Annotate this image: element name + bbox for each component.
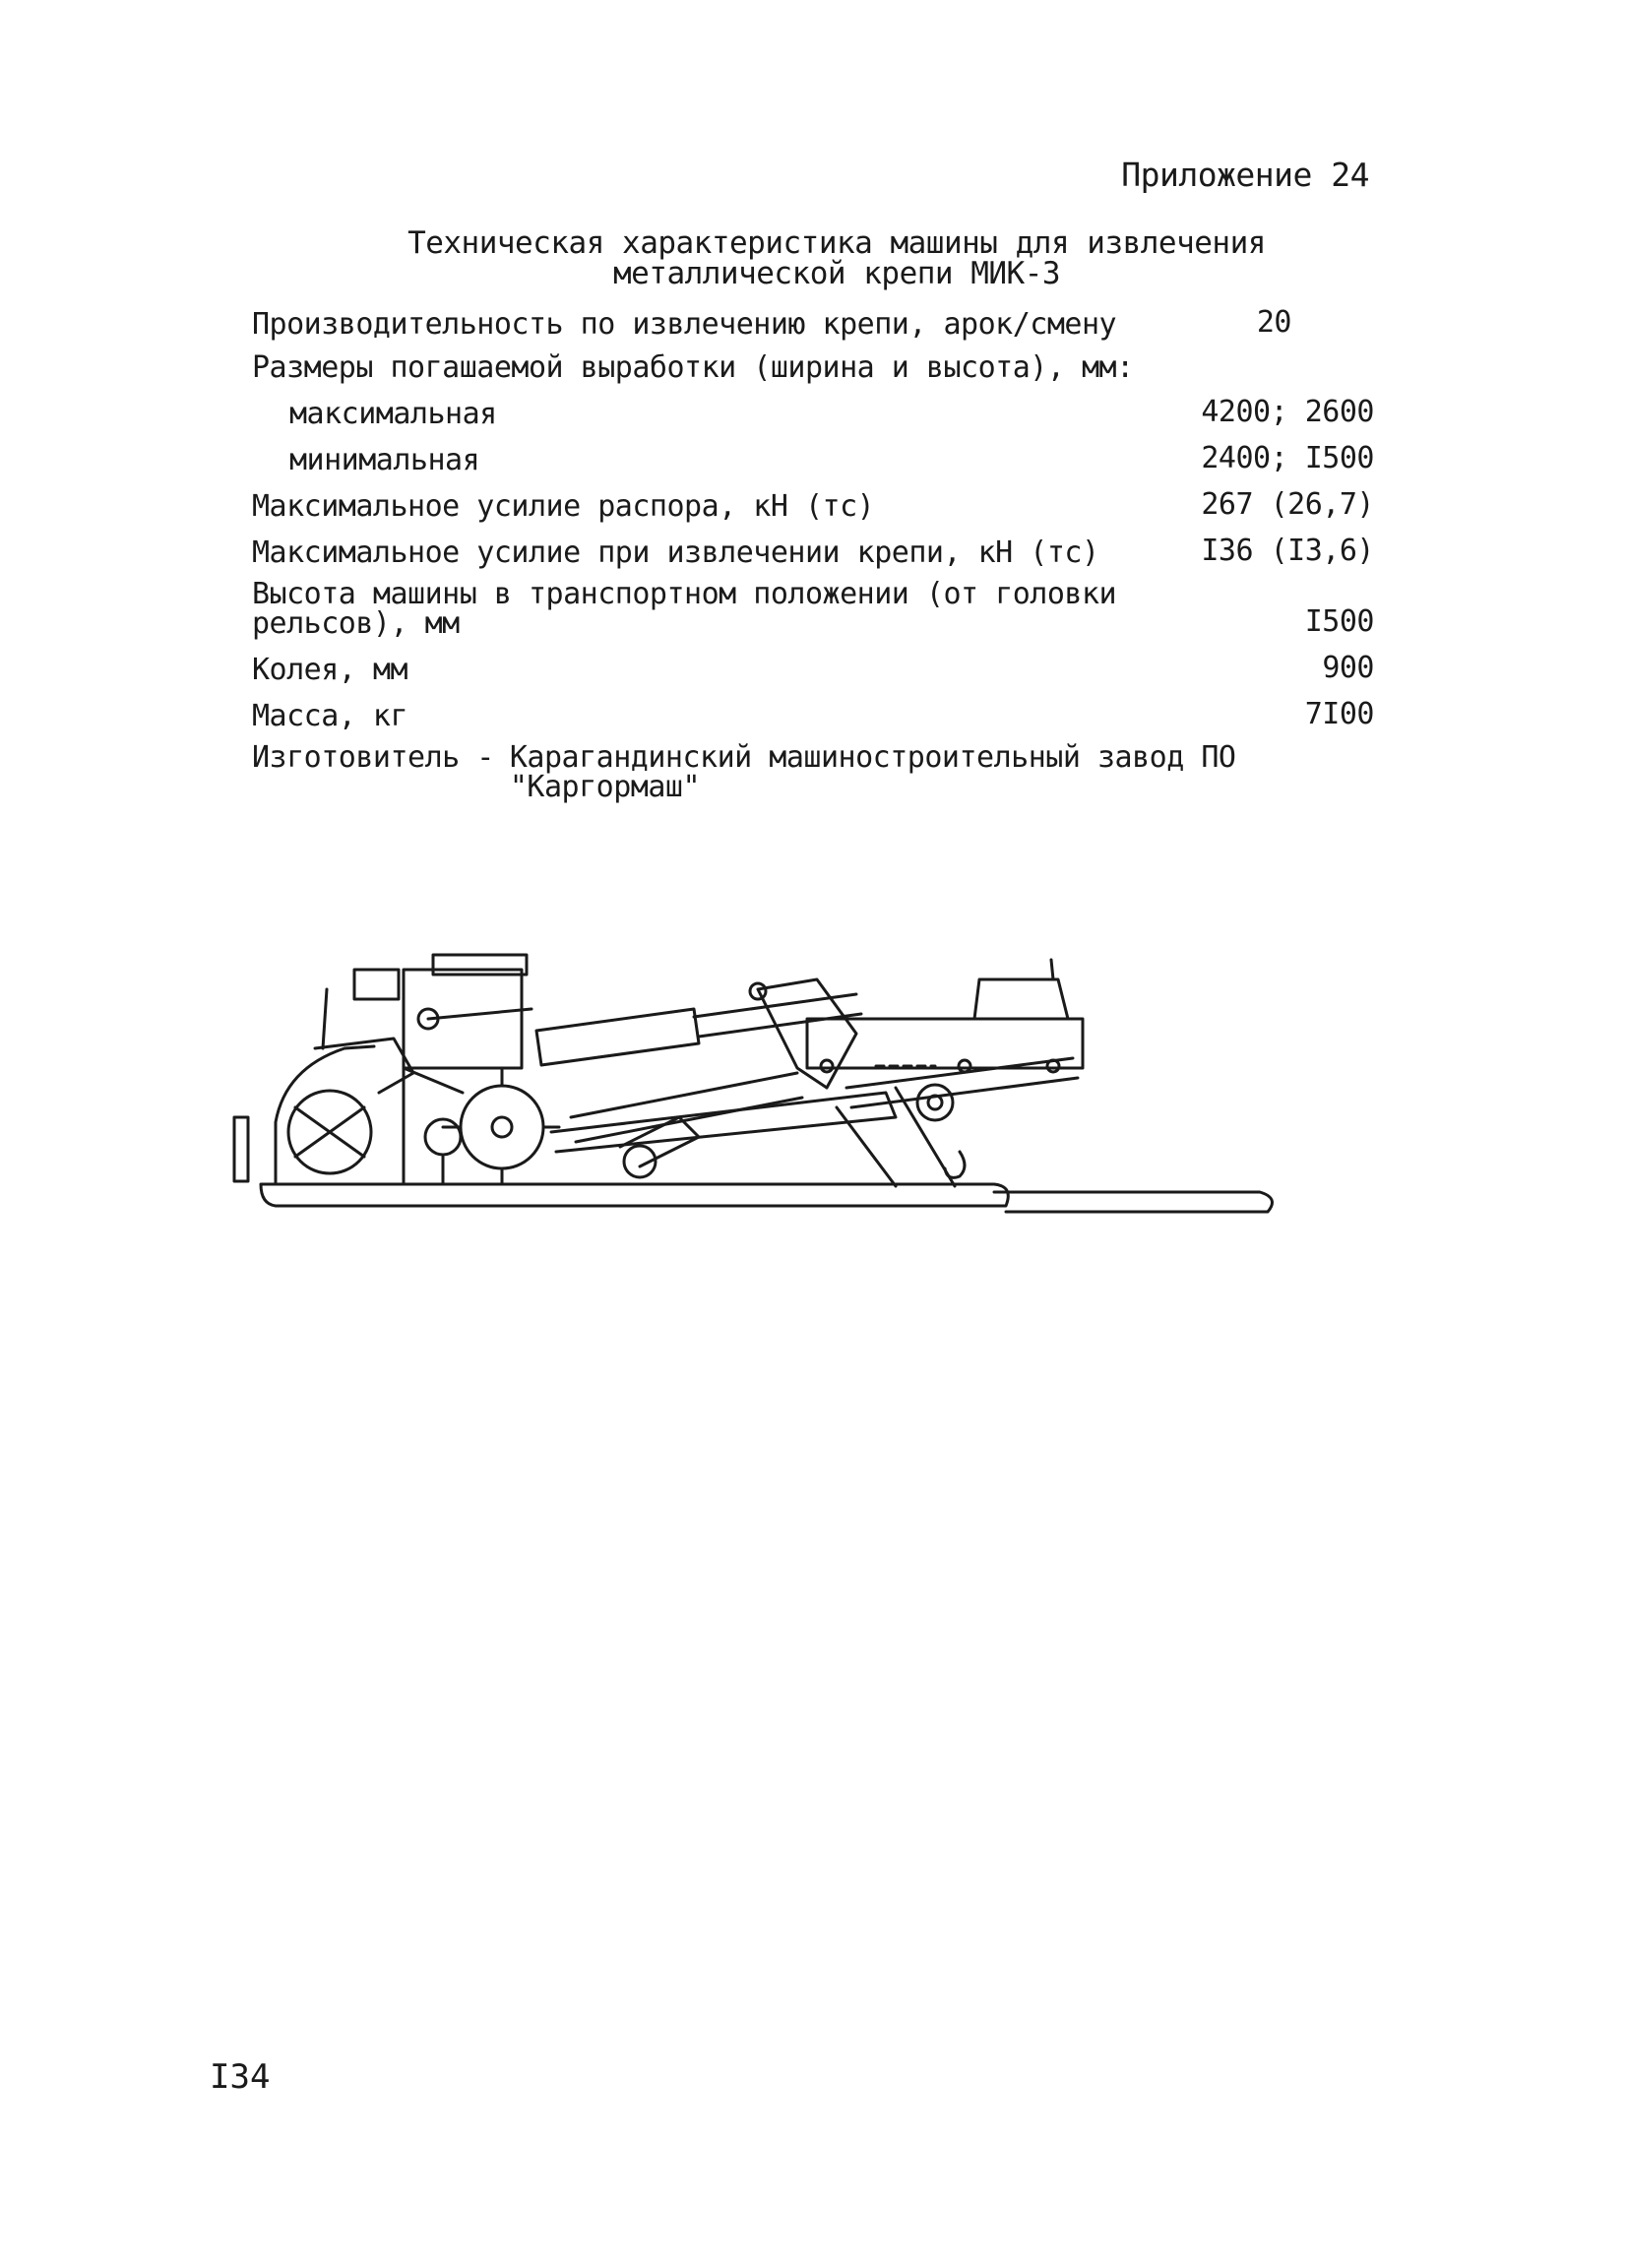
control-box — [354, 970, 399, 999]
manufacturer-name: Карагандинский машиностроительный завод ПО "Каргормаш" — [509, 740, 1236, 804]
title-line-1: Техническая характеристика машины для извлечения — [407, 225, 1266, 261]
spec-row — [252, 534, 1374, 568]
machine-drawing — [207, 940, 1437, 1245]
spec-row — [252, 395, 1374, 429]
spec-row — [252, 651, 1374, 685]
spec-label: максимальная — [289, 397, 497, 431]
spec-value: 7I00 — [1304, 697, 1374, 731]
control-link — [428, 1009, 532, 1019]
rear-wheel — [917, 1085, 953, 1120]
spec-value: 4200; 2600 — [1201, 395, 1374, 429]
rear-skid-extension — [994, 1192, 1273, 1212]
spec-list — [252, 305, 1374, 802]
spec-row — [252, 697, 1374, 731]
spec-label: Колея, мм — [252, 653, 408, 687]
control-top — [433, 955, 527, 975]
rear-bolt-2 — [959, 1060, 970, 1072]
title-line-2: металлической крепи МИК-3 — [612, 256, 1061, 291]
spec-row — [252, 441, 1374, 475]
manufacturer — [252, 740, 1374, 804]
spec-row — [252, 487, 1374, 522]
spec-label: Размеры погашаемой выработки (ширина и высота), мм: — [252, 350, 1134, 385]
spec-row — [252, 305, 1374, 340]
rear-carriage — [807, 1019, 1083, 1068]
left-mast — [323, 989, 327, 1048]
spec-value: I500 — [1304, 604, 1374, 639]
spec-value: I36 (I3,6) — [1201, 534, 1374, 568]
gear-hub — [492, 1117, 512, 1137]
spec-label: минимальная — [289, 443, 480, 477]
rear-bolt — [821, 1060, 833, 1072]
arm-long — [551, 1093, 896, 1152]
spec-value: 267 (26,7) — [1201, 487, 1374, 522]
left-end-bracket — [234, 1117, 248, 1181]
rear-bucket — [974, 979, 1068, 1019]
central-gear — [461, 1086, 543, 1168]
drum-spokes — [295, 1107, 364, 1157]
page-number: I34 — [210, 2057, 271, 2097]
spec-value: 900 — [1322, 651, 1374, 685]
manufacturer-label: Изготовитель - — [252, 740, 494, 775]
spec-label: Высота машины в транспортном положении (от головки рельсов), мм — [252, 577, 1117, 641]
appendix-label: Приложение 24 — [1121, 156, 1369, 194]
spec-label: Максимальное усилие распора, кН (тс) — [252, 489, 875, 524]
bucket-post — [1051, 960, 1053, 979]
spec-label: Максимальное усилие при извлечении крепи, кН (тс) — [252, 536, 1099, 570]
spec-value: 2400; I500 — [1201, 441, 1374, 475]
spec-row — [252, 351, 1374, 383]
control-block — [404, 970, 522, 1068]
spec-value: 20 — [1256, 305, 1291, 340]
cylinder-upper — [536, 1009, 699, 1065]
left-wheel — [425, 1119, 461, 1155]
document-title — [295, 225, 1378, 291]
spec-label: Производительность по извлечению крепи, арок/смену — [252, 307, 1117, 342]
spec-row — [252, 577, 1374, 641]
spec-label: Масса, кг — [252, 699, 408, 733]
